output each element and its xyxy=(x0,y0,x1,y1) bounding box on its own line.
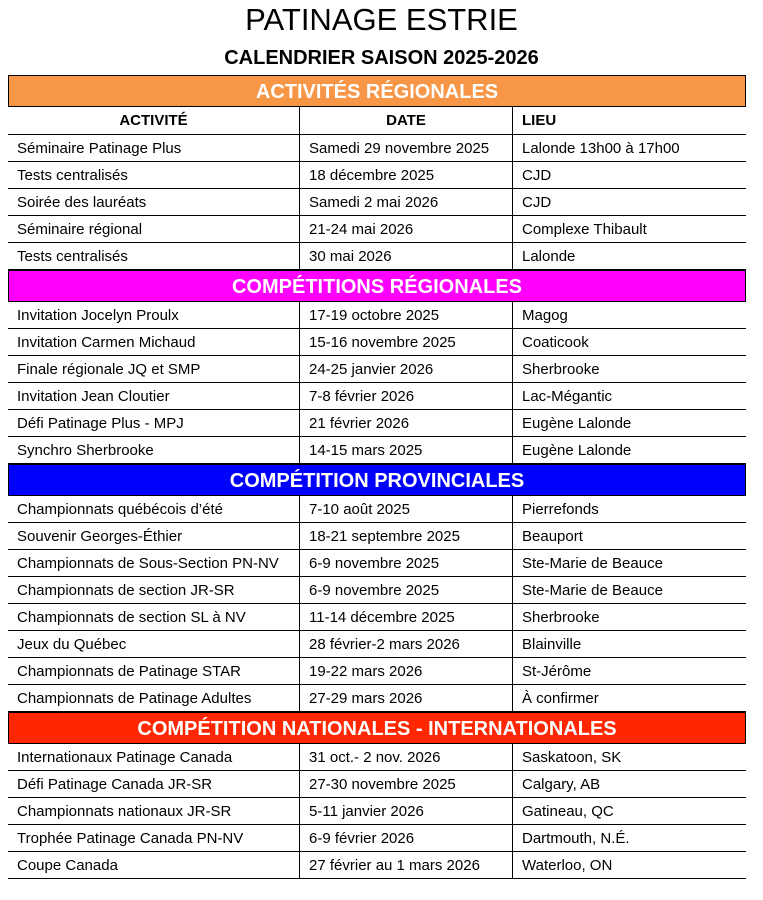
cell-date: 24-25 janvier 2026 xyxy=(300,356,513,382)
cell-activity: Défi Patinage Canada JR-SR xyxy=(8,771,300,797)
cell-location: Lac-Mégantic xyxy=(522,388,613,405)
cell-location: Blainville xyxy=(522,636,582,653)
section-rows xyxy=(8,496,746,712)
cell-location: Pierrefonds xyxy=(522,501,599,518)
cell-activity: Souvenir Georges-Éthier xyxy=(8,523,300,549)
cell-location: Magog xyxy=(522,307,568,324)
table-row xyxy=(8,410,746,437)
cell-location: Gatineau, QC xyxy=(522,803,614,820)
cell-location: CJD xyxy=(522,167,552,184)
cell-location: Calgary, AB xyxy=(522,776,601,793)
cell-date: 7-10 août 2025 xyxy=(300,496,513,522)
cell-activity: Trophée Patinage Canada PN-NV xyxy=(8,825,300,851)
section-banner: COMPÉTITIONS RÉGIONALES xyxy=(8,270,746,302)
cell-date: 19-22 mars 2026 xyxy=(300,658,513,684)
cell-date: Samedi 2 mai 2026 xyxy=(300,189,513,215)
cell-date: 31 oct.- 2 nov. 2026 xyxy=(300,744,513,770)
cell-location: Sherbrooke xyxy=(522,361,600,378)
cell-activity: Défi Patinage Plus - MPJ xyxy=(8,410,300,436)
section-banner: COMPÉTITION NATIONALES - INTERNATIONALES xyxy=(8,712,746,744)
cell-activity: Synchro Sherbrooke xyxy=(8,437,300,463)
table-row xyxy=(8,383,746,410)
cell-date: 7-8 février 2026 xyxy=(300,383,513,409)
column-header-location: LIEU xyxy=(522,112,557,129)
column-header-activity: ACTIVITÉ xyxy=(8,107,300,134)
table-row xyxy=(8,685,746,712)
table-row xyxy=(8,523,746,550)
section-banner: ACTIVITÉS RÉGIONALES xyxy=(8,75,746,107)
cell-date: 17-19 octobre 2025 xyxy=(300,302,513,328)
table-row xyxy=(8,162,746,189)
cell-date: 27-29 mars 2026 xyxy=(300,685,513,711)
cell-activity: Championnats de section SL à NV xyxy=(8,604,300,630)
cell-activity: Championnats de Sous-Section PN-NV xyxy=(8,550,300,576)
cell-activity: Championnats québécois d’été xyxy=(8,496,300,522)
cell-activity: Invitation Jean Cloutier xyxy=(8,383,300,409)
page-title: PATINAGE ESTRIE xyxy=(245,2,518,37)
table-row xyxy=(8,631,746,658)
section-rows xyxy=(8,135,746,270)
table-row xyxy=(8,329,746,356)
cell-date: 5-11 janvier 2026 xyxy=(300,798,513,824)
section-banner: COMPÉTITION PROVINCIALES xyxy=(8,464,746,496)
cell-location: St-Jérôme xyxy=(522,663,592,680)
cell-date: 14-15 mars 2025 xyxy=(300,437,513,463)
cell-location: À confirmer xyxy=(522,690,599,707)
cell-activity: Soirée des lauréats xyxy=(8,189,300,215)
cell-location: CJD xyxy=(522,194,552,211)
cell-location: Sherbrooke xyxy=(522,609,600,626)
table-row xyxy=(8,243,746,270)
cell-date: 15-16 novembre 2025 xyxy=(300,329,513,355)
page-subtitle: CALENDRIER SAISON 2025-2026 xyxy=(224,47,539,69)
cell-date: 6-9 novembre 2025 xyxy=(300,550,513,576)
cell-date: Samedi 29 novembre 2025 xyxy=(300,135,513,161)
table-row xyxy=(8,550,746,577)
table-row xyxy=(8,135,746,162)
cell-location: Beauport xyxy=(522,528,583,545)
cell-location: Complexe Thibault xyxy=(522,221,647,238)
table-row xyxy=(8,852,746,879)
table-row xyxy=(8,216,746,243)
cell-activity: Jeux du Québec xyxy=(8,631,300,657)
cell-date: 27 février au 1 mars 2026 xyxy=(300,852,513,878)
cell-date: 28 février-2 mars 2026 xyxy=(300,631,513,657)
cell-location: Waterloo, ON xyxy=(522,857,613,874)
table-row xyxy=(8,771,746,798)
table-row xyxy=(8,744,746,771)
cell-activity: Invitation Carmen Michaud xyxy=(8,329,300,355)
column-header-row xyxy=(8,107,746,135)
cell-date: 6-9 novembre 2025 xyxy=(300,577,513,603)
cell-location: Ste-Marie de Beauce xyxy=(522,555,663,572)
cell-date: 27-30 novembre 2025 xyxy=(300,771,513,797)
cell-location: Ste-Marie de Beauce xyxy=(522,582,663,599)
section-rows xyxy=(8,744,746,879)
cell-date: 18-21 septembre 2025 xyxy=(300,523,513,549)
table-row xyxy=(8,356,746,383)
cell-activity: Coupe Canada xyxy=(8,852,300,878)
cell-activity: Championnats de Patinage STAR xyxy=(8,658,300,684)
cell-activity: Finale régionale JQ et SMP xyxy=(8,356,300,382)
cell-date: 21-24 mai 2026 xyxy=(300,216,513,242)
table-row xyxy=(8,437,746,464)
cell-date: 11-14 décembre 2025 xyxy=(300,604,513,630)
calendar-table xyxy=(8,75,746,879)
table-row xyxy=(8,496,746,523)
cell-activity: Séminaire Patinage Plus xyxy=(8,135,300,161)
cell-date: 6-9 février 2026 xyxy=(300,825,513,851)
table-row xyxy=(8,189,746,216)
cell-activity: Internationaux Patinage Canada xyxy=(8,744,300,770)
cell-location: Eugène Lalonde xyxy=(522,442,632,459)
table-row xyxy=(8,302,746,329)
cell-activity: Invitation Jocelyn Proulx xyxy=(8,302,300,328)
cell-location: Lalonde xyxy=(522,248,576,265)
column-header-date: DATE xyxy=(300,107,513,134)
table-row xyxy=(8,825,746,852)
cell-activity: Championnats de section JR-SR xyxy=(8,577,300,603)
cell-location: Coaticook xyxy=(522,334,589,351)
cell-activity: Tests centralisés xyxy=(8,162,300,188)
cell-activity: Séminaire régional xyxy=(8,216,300,242)
section-rows xyxy=(8,302,746,464)
cell-date: 21 février 2026 xyxy=(300,410,513,436)
cell-activity: Tests centralisés xyxy=(8,243,300,269)
table-row xyxy=(8,577,746,604)
table-row xyxy=(8,798,746,825)
cell-activity: Championnats nationaux JR-SR xyxy=(8,798,300,824)
cell-date: 18 décembre 2025 xyxy=(300,162,513,188)
table-row xyxy=(8,658,746,685)
cell-date: 30 mai 2026 xyxy=(300,243,513,269)
cell-location: Eugène Lalonde xyxy=(522,415,632,432)
table-row xyxy=(8,604,746,631)
cell-location: Saskatoon, SK xyxy=(522,749,622,766)
cell-location: Dartmouth, N.É. xyxy=(522,830,630,847)
cell-activity: Championnats de Patinage Adultes xyxy=(8,685,300,711)
cell-location: Lalonde 13h00 à 17h00 xyxy=(522,140,680,157)
